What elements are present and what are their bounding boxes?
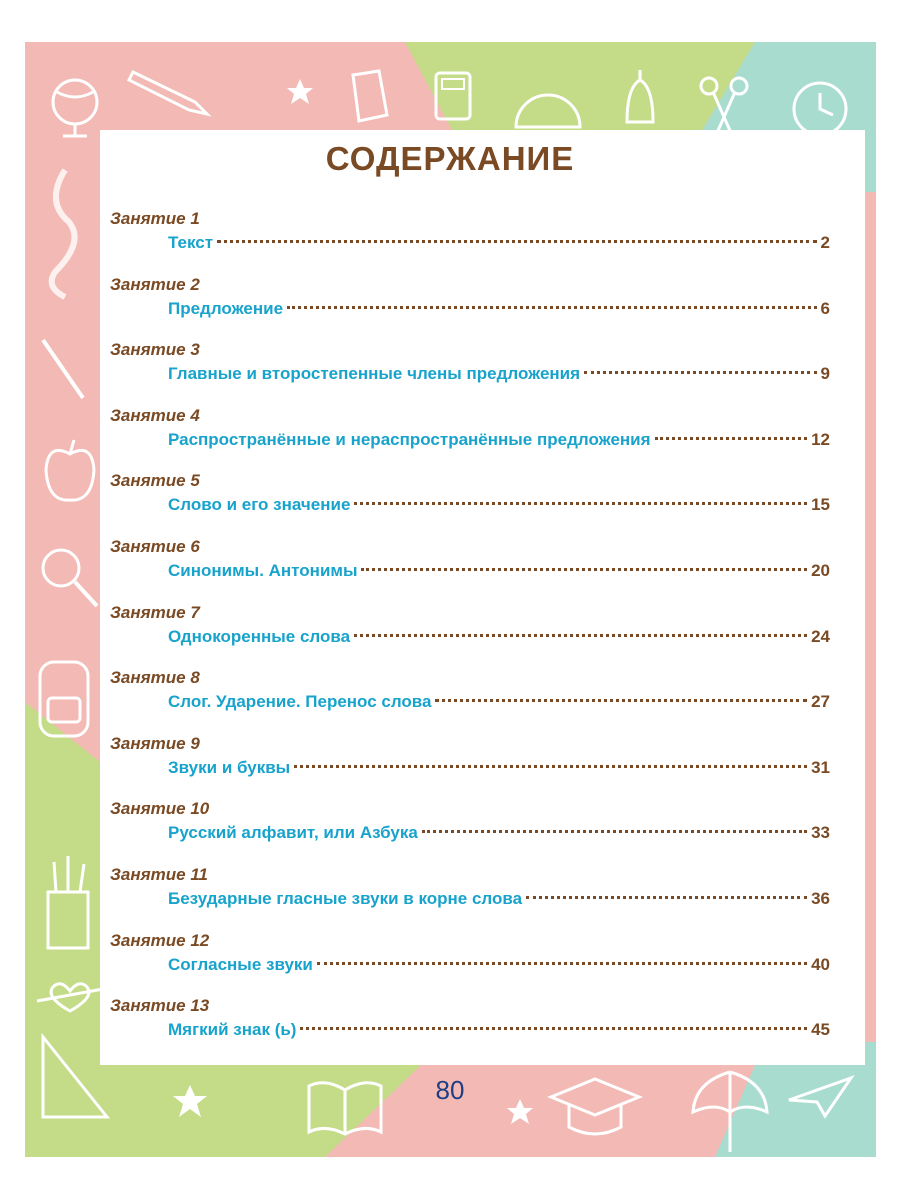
toc-entry — [110, 995, 830, 1043]
lesson-title: Занятие 9 — [110, 733, 200, 753]
lesson-title: Занятие 4 — [110, 405, 200, 425]
dot-leader — [294, 765, 807, 768]
page-ref: 40 — [811, 954, 830, 974]
page-ref: 27 — [811, 692, 830, 712]
page-ref: 31 — [811, 757, 830, 777]
star-icon — [170, 1082, 210, 1122]
dot-leader — [354, 502, 807, 505]
paper-plane-icon — [785, 1072, 855, 1122]
brush-icon — [35, 162, 95, 302]
sheet-edge — [100, 130, 865, 1065]
page-ref: 45 — [811, 1020, 830, 1040]
page-ref: 6 — [820, 298, 830, 318]
globe-icon — [45, 72, 105, 142]
page-ref: 9 — [820, 364, 830, 384]
page-ref: 20 — [811, 561, 830, 580]
lesson-title: Занятие 1 — [110, 209, 200, 228]
toc-entry — [110, 798, 830, 846]
pencil-cup-icon — [40, 852, 100, 952]
topic-link[interactable]: Синонимы. Антонимы — [168, 561, 358, 580]
topic-link[interactable]: Безударные гласные звуки в корне слова — [168, 889, 523, 908]
lesson-title: Занятие 8 — [110, 668, 200, 688]
dot-leader — [317, 962, 807, 965]
leaf-icon — [685, 1052, 775, 1157]
topic-link[interactable]: Предложение — [168, 298, 284, 318]
paper-icon — [345, 67, 395, 127]
toc-row[interactable] — [168, 361, 830, 387]
toc-entry — [110, 208, 830, 256]
page-ref: 36 — [811, 889, 830, 908]
backpack-icon — [30, 642, 100, 752]
dot-leader — [287, 306, 816, 309]
toc-row[interactable] — [168, 755, 830, 781]
lesson-title: Занятие 10 — [110, 799, 210, 819]
page-ref: 33 — [811, 823, 830, 843]
star-icon — [505, 1097, 535, 1127]
calculator-icon — [430, 67, 480, 127]
page-ref: 2 — [820, 233, 830, 252]
dot-leader — [354, 634, 807, 637]
topic-link[interactable]: Согласные звуки — [168, 954, 313, 974]
paintbrush-icon — [35, 332, 95, 412]
star-icon — [285, 77, 315, 107]
topic-link[interactable]: Текст — [168, 233, 214, 252]
lesson-title: Занятие 6 — [110, 537, 200, 556]
toc-entry — [110, 470, 830, 518]
toc-entry — [110, 274, 830, 322]
toc-row[interactable] — [168, 886, 830, 912]
lesson-title: Занятие 3 — [110, 340, 200, 360]
toc-entry — [110, 405, 830, 453]
protractor-icon — [510, 67, 590, 137]
dot-leader — [435, 699, 807, 702]
toc-entry — [110, 864, 830, 912]
lesson-title: Занятие 7 — [110, 602, 200, 622]
page-ref: 24 — [811, 626, 830, 646]
dot-leader — [217, 240, 816, 243]
topic-link[interactable]: Звуки и буквы — [168, 757, 291, 777]
dot-leader — [655, 437, 808, 440]
graduation-cap-icon — [545, 1067, 645, 1147]
toc-row[interactable] — [168, 230, 830, 256]
topic-link[interactable]: Однокоренные слова — [168, 626, 351, 646]
page-title: СОДЕРЖАНИЕ — [325, 140, 575, 177]
toc-row[interactable] — [168, 296, 830, 322]
page-ref: 12 — [811, 429, 830, 449]
apple-icon — [40, 432, 100, 512]
toc-entry — [110, 667, 830, 715]
toc-row[interactable] — [168, 1017, 830, 1043]
toc-row[interactable] — [168, 492, 830, 518]
topic-link[interactable]: Распространённые и нераспространённые предложения — [168, 429, 651, 449]
toc-entry — [110, 930, 830, 978]
magnifier-icon — [35, 542, 105, 622]
lesson-title: Занятие 5 — [110, 471, 200, 491]
toc-entry — [110, 733, 830, 781]
toc-entry — [110, 602, 830, 650]
topic-link[interactable]: Слово и его значение — [168, 495, 351, 515]
toc-row[interactable] — [168, 689, 830, 715]
content-sheet — [100, 130, 865, 1065]
lesson-title: Занятие 12 — [110, 930, 210, 950]
toc-entry — [110, 339, 830, 387]
dot-leader — [526, 896, 807, 899]
toc-row[interactable] — [168, 558, 830, 584]
toc-row[interactable] — [168, 952, 830, 978]
dot-leader — [584, 371, 816, 374]
lesson-title: Занятие 2 — [110, 274, 200, 294]
toc-row[interactable] — [168, 427, 830, 453]
topic-link[interactable]: Мягкий знак (ь) — [168, 1020, 297, 1040]
lesson-title: Занятие 13 — [110, 996, 210, 1016]
lesson-title: Занятие 11 — [110, 865, 208, 884]
dot-leader — [361, 568, 807, 571]
dot-leader — [300, 1027, 807, 1030]
topic-link[interactable]: Русский алфавит, или Азбука — [168, 823, 418, 843]
topic-link[interactable]: Главные и второстепенные члены предложения — [168, 364, 581, 384]
open-book-icon — [305, 1072, 385, 1142]
page-number: 80 — [435, 1075, 465, 1105]
toc-entry — [110, 536, 830, 584]
toc-row[interactable] — [168, 624, 830, 650]
heart-arrow-icon — [35, 977, 105, 1017]
toc-row[interactable] — [168, 820, 830, 846]
dot-leader — [422, 830, 807, 833]
topic-link[interactable]: Слог. Ударение. Перенос слова — [168, 692, 432, 712]
page-ref: 15 — [811, 495, 830, 515]
pencil-icon — [125, 62, 215, 122]
